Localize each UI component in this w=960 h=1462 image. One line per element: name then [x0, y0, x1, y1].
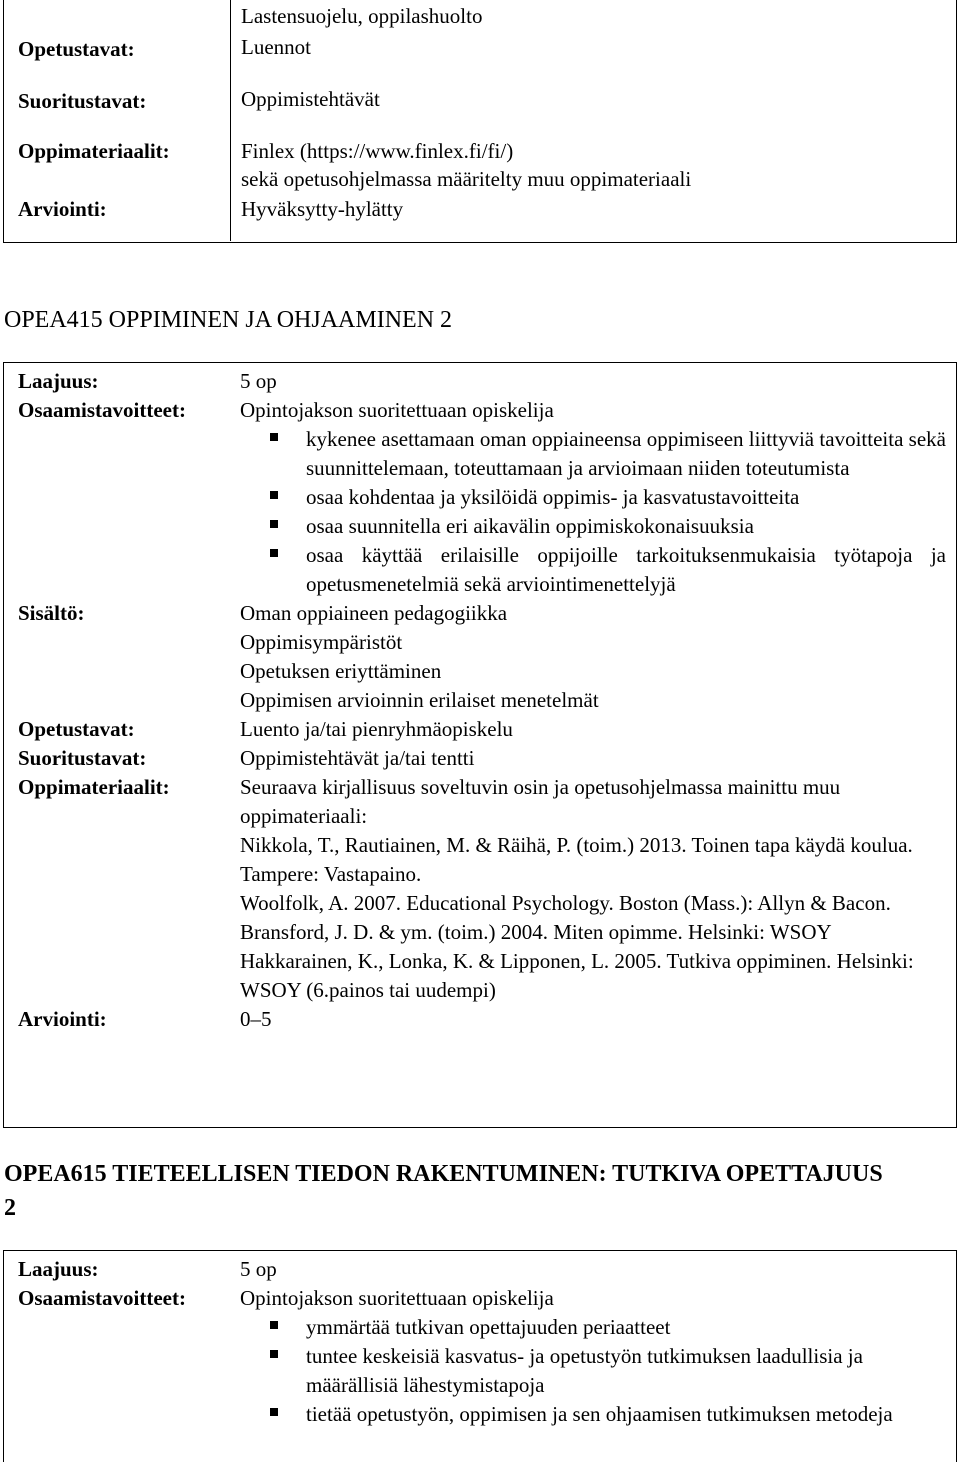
completion-value: Oppimistehtävät ja/tai tentti [240, 746, 475, 770]
goals-value [230, 1284, 956, 1429]
methods-value: Luennot [230, 31, 956, 83]
material-item: Hakkarainen, K., Lonka, K. & Lipponen, L. 2005. Tutkiva oppiminen. Helsinki: WSOY (6.painos tai uudempi) [240, 949, 914, 1002]
methods-value: Luento ja/tai pienryhmäopiskelu [240, 717, 513, 741]
grading-value: Hyväksytty-hylätty [230, 195, 956, 241]
course-title: OPEA415 OPPIMINEN JA OHJAAMINEN 2 [4, 307, 453, 333]
course-table [3, 362, 957, 1128]
completion-label: Suoritustavat: [18, 89, 147, 113]
goals-intro: Opintojakson suoritettuaan opiskelija [240, 1286, 554, 1310]
goals-label: Osaamistavoitteet: [18, 398, 186, 422]
completion-label: Suoritustavat: [18, 746, 147, 770]
content-item: Oppimisen arvioinnin erilaiset menetelmät [240, 688, 599, 712]
goal-item: osaa suunnitella eri aikavälin oppimiskokonaisuuksia [306, 512, 946, 541]
methods-label: Opetustavat: [18, 37, 135, 61]
materials-label: Oppimateriaalit: [18, 775, 170, 799]
laajuus-value: 5 op [240, 369, 277, 393]
goal-item: ymmärtää tutkivan opettajuuden periaatteet [306, 1313, 946, 1342]
goals-list [240, 425, 946, 599]
methods-label: Opetustavat: [18, 717, 135, 741]
empty-label [4, 0, 230, 31]
content-item: Opetuksen eriyttäminen [240, 659, 442, 683]
goals-intro: Opintojakson suoritettuaan opiskelija [240, 398, 554, 422]
goal-item: tuntee keskeisiä kasvatus- ja opetustyön tutkimuksen laadullisia ja määrällisiä lähestymistapoja [306, 1342, 946, 1400]
goals-label: Osaamistavoitteet: [18, 1286, 186, 1310]
goal-item: tietää opetustyön, oppimisen ja sen ohjaamisen tutkimuksen metodeja [306, 1400, 946, 1429]
content-item: Oppimisympäristöt [240, 630, 403, 654]
top-info-table [3, 0, 957, 243]
material-item: Bransford, J. D. & ym. (toim.) 2004. Miten opimme. Helsinki: WSOY [240, 920, 832, 944]
material-item: Nikkola, T., Rautiainen, M. & Räihä, P. (toim.) 2013. Toinen tapa käydä koulua. Tampere: Vastapaino. [240, 833, 913, 886]
goals-list [240, 1313, 946, 1429]
materials-value: Finlex (https://www.finlex.fi/fi/) [230, 135, 956, 165]
grading-value: 0–5 [240, 1007, 272, 1031]
content-label: Sisältö: [18, 601, 85, 625]
material-item: Woolfolk, A. 2007. Educational Psychology. Boston (Mass.): Allyn & Bacon. [240, 891, 891, 915]
materials-label: Oppimateriaalit: [18, 139, 170, 163]
goals-value [230, 396, 956, 599]
goal-item: osaa kohdentaa ja yksilöidä oppimis- ja kasvatustavoitteita [306, 483, 946, 512]
materials-value-2: sekä opetusohjelmassa määritelty muu oppimateriaali [230, 165, 956, 195]
completion-value: Oppimistehtävät [230, 83, 956, 135]
content-value [230, 599, 956, 715]
laajuus-value: 5 op [240, 1257, 277, 1281]
goal-item: kykenee asettamaan oman oppiaineensa oppimiseen liittyviä tavoitteita sekä suunnittelemaan, toteuttamaan ja arvioimaan niiden toteutumista [306, 425, 946, 483]
materials-value [230, 773, 956, 1005]
empty-label [4, 165, 230, 195]
grading-label: Arviointi: [18, 197, 107, 221]
goal-item: osaa käyttää erilaisille oppijoille tarkoituksenmukaisia työtapoja ja opetusmenetelmiä sekä arviointimenettelyjä [306, 541, 946, 599]
course-title: OPEA615 TIETEELLISEN TIEDON RAKENTUMINEN: TUTKIVA OPETTAJUUS 2 [4, 1161, 883, 1221]
laajuus-label: Laajuus: [18, 369, 99, 393]
course-table [3, 1250, 957, 1462]
grading-label: Arviointi: [18, 1007, 107, 1031]
content-item: Oman oppiaineen pedagogiikka [240, 601, 508, 625]
topic-value: Lastensuojelu, oppilashuolto [230, 0, 956, 31]
laajuus-label: Laajuus: [18, 1257, 99, 1281]
material-item: Seuraava kirjallisuus soveltuvin osin ja opetusohjelmassa mainittu muu oppimateriaali: [240, 775, 841, 828]
